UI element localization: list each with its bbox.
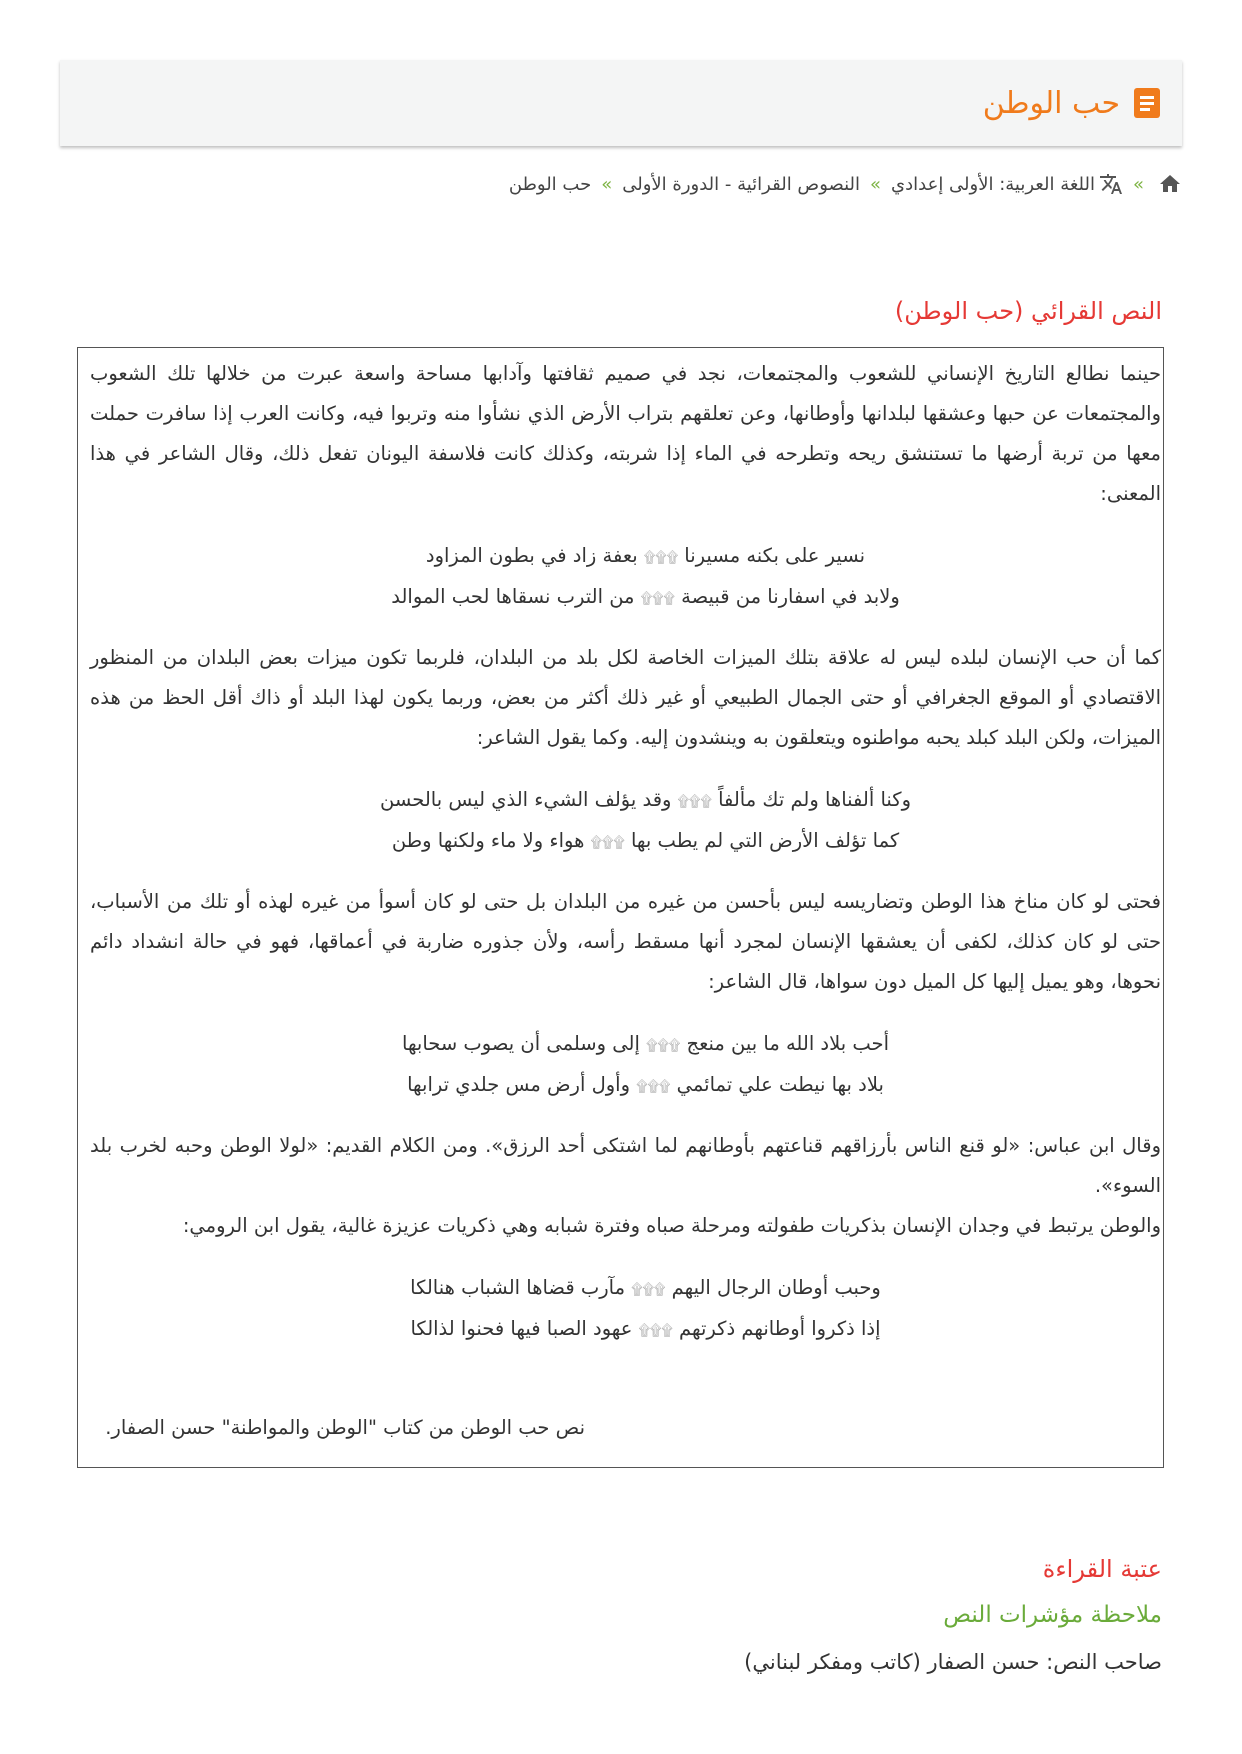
poem-verse: إذا ذكروا أوطانهم ذكرتهم ۩۩۩ عهود الصبا فيها فحنوا لذالكا <box>410 1317 881 1340</box>
breadcrumb-item[interactable]: اللغة العربية: الأولى إعدادي <box>891 173 1095 195</box>
text-indicators-subtitle: ملاحظة مؤشرات النص <box>943 1602 1162 1628</box>
poem-verse: بلاد بها نيطت علي تمائمي ۩۩۩ وأول أرض مس جلدي ترابها <box>407 1073 884 1096</box>
poem-verse: وحبب أوطان الرجال اليهم ۩۩۩ مآرب قضاها الشباب هنالكا <box>410 1276 881 1299</box>
translate-icon <box>1099 172 1123 196</box>
reading-threshold-title: عتبة القراءة <box>1042 1555 1162 1583</box>
breadcrumb-item-current: حب الوطن <box>508 173 592 195</box>
paragraph: حينما نطالع التاريخ الإنساني للشعوب والمجتمعات، نجد في صميم ثقافتها وآدابها مساحة واسعة عبرت من خلالها تلك الشعوب والمجتمعات عن حبها وعشقها لبلدانها وأوطانها، وعن تعلقهم بتراب الأرض الذي نشأوا منه وتربوا فيه، وكانت العرب إذا سافرت حملت معها من تربة أرضها ما تستنشق ريحه وتطرحه في الماء إذا شربته، وكذلك كانت فلاسفة اليونان تفعل ذلك، وقال الشاعر في هذا المعنى: <box>90 362 1161 505</box>
author-line: صاحب النص: حسن الصفار (كاتب ومفكر لبناني) <box>744 1650 1162 1674</box>
poem-verse: وكنا ألفناها ولم تك مألفاً ۩۩۩ وقد يؤلف الشيء الذي ليس بالحسن <box>380 788 911 811</box>
poem-verse: أحب بلاد الله ما بين منعج ۩۩۩ إلى وسلمى أن يصوب سحابها <box>402 1032 889 1055</box>
poem-verse: كما تؤلف الأرض التي لم يطب بها ۩۩۩ هواء ولا ماء ولكنها وطن <box>391 829 900 852</box>
breadcrumb <box>60 166 1182 202</box>
poem-verse: ولابد في اسفارنا من قبيصة ۩۩۩ من الترب نسقاها لحب الموالد <box>391 585 900 608</box>
poem-verse: نسير على بكنه مسيرنا ۩۩۩ بعفة زاد في بطون المزاود <box>425 544 866 567</box>
page-header <box>60 60 1182 146</box>
home-icon[interactable] <box>1158 172 1182 196</box>
breadcrumb-item[interactable]: النصوص القرائية - الدورة الأولى <box>622 173 861 195</box>
page-title: حب الوطن <box>982 85 1120 121</box>
breadcrumb-separator: » <box>870 173 882 195</box>
breadcrumb-separator: » <box>601 173 613 195</box>
document-icon <box>1134 88 1160 118</box>
source-citation: نص حب الوطن من كتاب "الوطن والمواطنة" حسن الصفار. <box>105 1416 585 1439</box>
reading-text-box <box>77 347 1164 1468</box>
paragraph: فحتى لو كان مناخ هذا الوطن وتضاريسه ليس بأحسن من غيره من البلدان بل حتى لو كان أسوأ من غيره لهذه أو تلك من الأسباب، حتى لو كان كذلك، لكفى أن يعشقها الإنسان لمجرد أنها مسقط رأسه، ولأن جذوره ضاربة في أعماقها، فهو في حالة انشداد دائم نحوها، وهو يميل إليها كل الميل دون سواها، قال الشاعر: <box>90 890 1161 993</box>
paragraph: والوطن يرتبط في وجدان الإنسان بذكريات طفولته ومرحلة صباه وفترة شبابه وهي ذكريات عزيزة غالية، يقول ابن الرومي: <box>182 1214 1161 1237</box>
breadcrumb-separator: » <box>1132 173 1144 195</box>
paragraph: كما أن حب الإنسان لبلده ليس له علاقة بتلك الميزات الخاصة لكل بلد من البلدان، فلربما تكون ميزات بعض البلدان من المنظور الاقتصادي أو الموقع الجغرافي أو حتى الجمال الطبيعي أو غير ذلك أكثر من بعض، وربما يكون لهذا البلد أو ذاك أقل الحظ من هذه الميزات، ولكن البلد كبلد يحبه مواطنوه ويتعلقون به وينشدون إليه. وكما يقول الشاعر: <box>90 646 1161 749</box>
section-title: النص القرائي (حب الوطن) <box>894 297 1162 325</box>
paragraph: وقال ابن عباس: «لو قنع الناس بأرزاقهم قناعتهم بأوطانهم لما اشتكى أحد الرزق». ومن الكلام القديم: «لولا الوطن وحبه لخرب بلد السوء». <box>90 1134 1161 1197</box>
